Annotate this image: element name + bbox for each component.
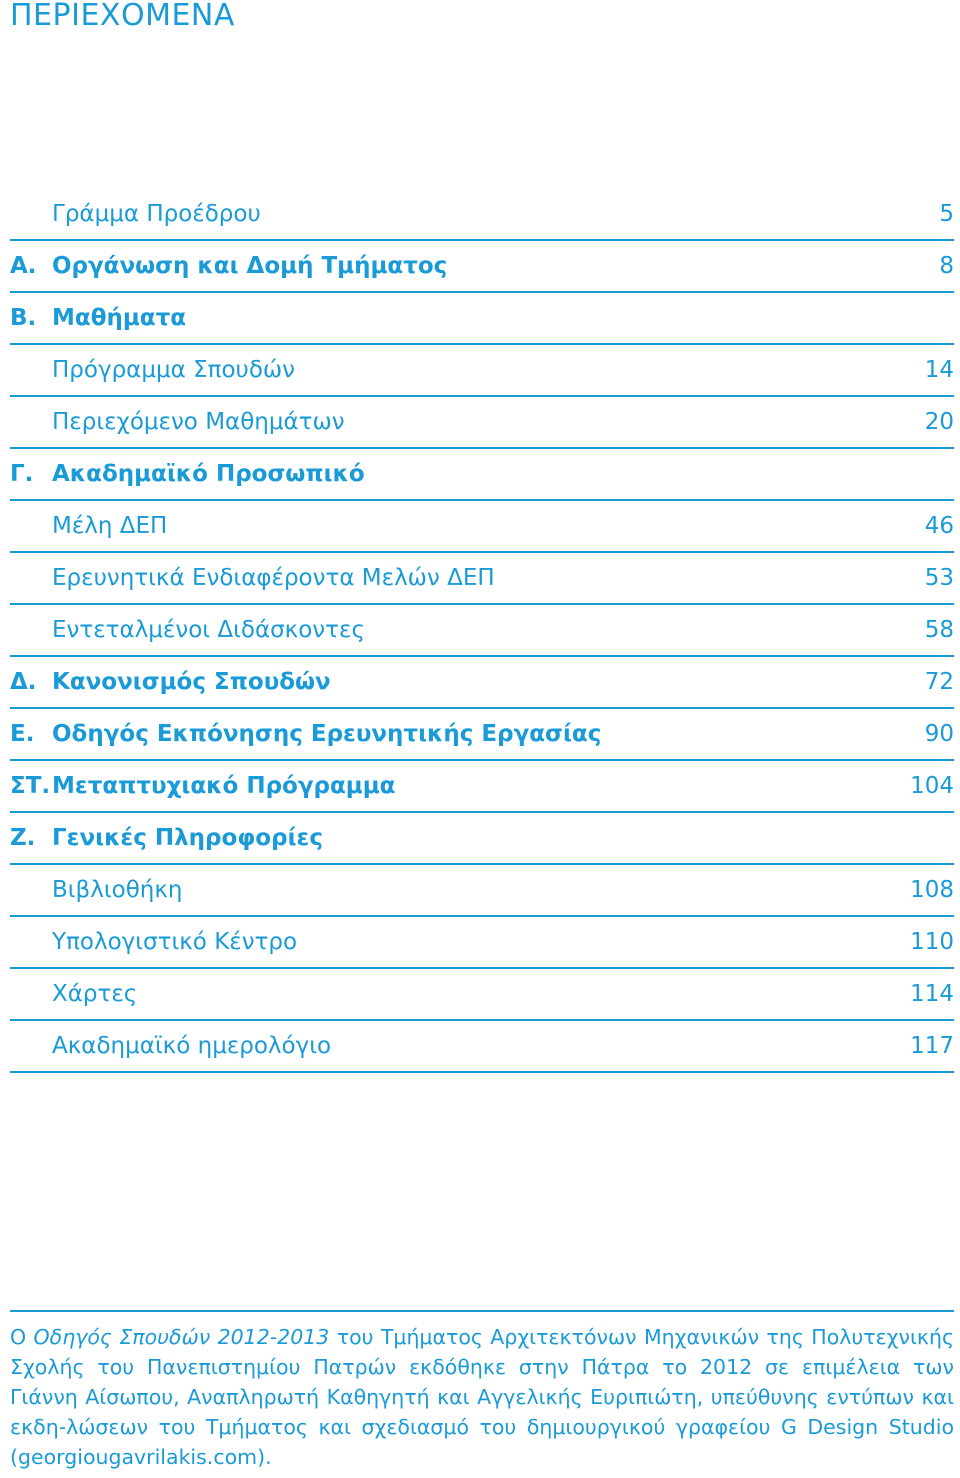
toc-entry-label: Υπολογιστικό Κέντρο [52,929,298,955]
toc-entry [10,1021,954,1073]
toc-entry-label: Ερευνητικά Ενδιαφέροντα Μελών ΔΕΠ [52,565,495,591]
toc-entry-page-number: 114 [910,981,954,1007]
guide-title: Οδηγός Σπουδών 2012-2013 [33,1325,330,1349]
toc-entry [10,605,954,657]
toc-entry-label: Περιεχόμενο Μαθημάτων [52,409,345,435]
table-of-contents [10,189,954,1073]
toc-entry-label: Ακαδημαϊκό Προσωπικό [52,461,365,487]
toc-entry-label: Πρόγραμμα Σπουδών [52,357,296,383]
toc-entry [10,761,954,813]
toc-entry [10,709,954,761]
toc-entry-letter: Α. [10,253,37,279]
colophon-text [10,1322,954,1472]
toc-entry-page-number: 46 [924,513,954,539]
colophon-divider [10,1310,954,1312]
toc-entry-page-number: 5 [939,201,954,227]
toc-entry-letter: Β. [10,305,37,331]
toc-entry [10,397,954,449]
toc-entry-label: Κανονισμός Σπουδών [52,669,331,695]
toc-entry-letter: Δ. [10,669,37,695]
toc-entry-label: Χάρτες [52,981,138,1007]
toc-entry [10,241,954,293]
toc-entry-letter: Γ. [10,461,34,487]
toc-entry-label: Γενικές Πληροφορίες [52,825,323,851]
toc-entry-letter: ΣΤ. [10,773,51,799]
page-title: ΠΕΡΙΕΧΟΜΕΝΑ [10,0,235,33]
toc-entry [10,189,954,241]
toc-entry-letter: Ε. [10,721,35,747]
toc-entry-label: Οδηγός Εκπόνησης Ερευνητικής Εργασίας [52,721,602,747]
toc-entry-label: Βιβλιοθήκη [52,877,183,903]
toc-entry-label: Οργάνωση και Δομή Τμήματος [52,253,448,279]
toc-entry [10,813,954,865]
toc-entry [10,293,954,345]
toc-entry-letter: Ζ. [10,825,36,851]
toc-entry [10,553,954,605]
toc-entry-label: Μέλη ΔΕΠ [52,513,168,539]
toc-entry-label: Μεταπτυχιακό Πρόγραμμα [52,773,396,799]
toc-entry-label: Ακαδημαϊκό ημερολόγιο [52,1033,332,1059]
toc-entry-page-number: 20 [924,409,954,435]
toc-entry-page-number: 58 [924,617,954,643]
toc-entry-label: Μαθήματα [52,305,187,331]
colophon-prefix: Ο [10,1325,34,1349]
toc-entry-page-number: 108 [910,877,954,903]
toc-entry [10,917,954,969]
toc-entry-page-number: 90 [924,721,954,747]
toc-entry-page-number: 117 [910,1033,954,1059]
toc-entry-label: Γράμμα Προέδρου [52,201,261,227]
toc-entry-page-number: 72 [924,669,954,695]
toc-entry-page-number: 104 [910,773,954,799]
toc-entry-page-number: 14 [924,357,954,383]
toc-entry-label: Εντεταλμένοι Διδάσκοντες [52,617,365,643]
toc-entry-page-number: 53 [924,565,954,591]
toc-entry [10,865,954,917]
toc-entry [10,501,954,553]
toc-entry-page-number: 110 [910,929,954,955]
toc-entry [10,657,954,709]
colophon-body: του Τμήματος Αρχιτεκτόνων Μηχανικών της Πολυτεχνικής Σχολής του Πανεπιστημίου Πατρών εκδόθηκε στην Πάτρα το 2012 σε επιμέλεια των Γιάννη Αίσωπου, Αναπληρωτή Καθηγητή και Αγγελικής Ευριπιώτη, υπεύθυνης εντύπων και εκδη-λώσεων του Τμήματος και σχεδιασμό του δημιουργικού γραφείου G Design Studio (georgiougavrilakis.com). [10,1325,954,1469]
toc-entry [10,345,954,397]
toc-entry-page-number: 8 [939,253,954,279]
toc-entry [10,449,954,501]
toc-entry [10,969,954,1021]
